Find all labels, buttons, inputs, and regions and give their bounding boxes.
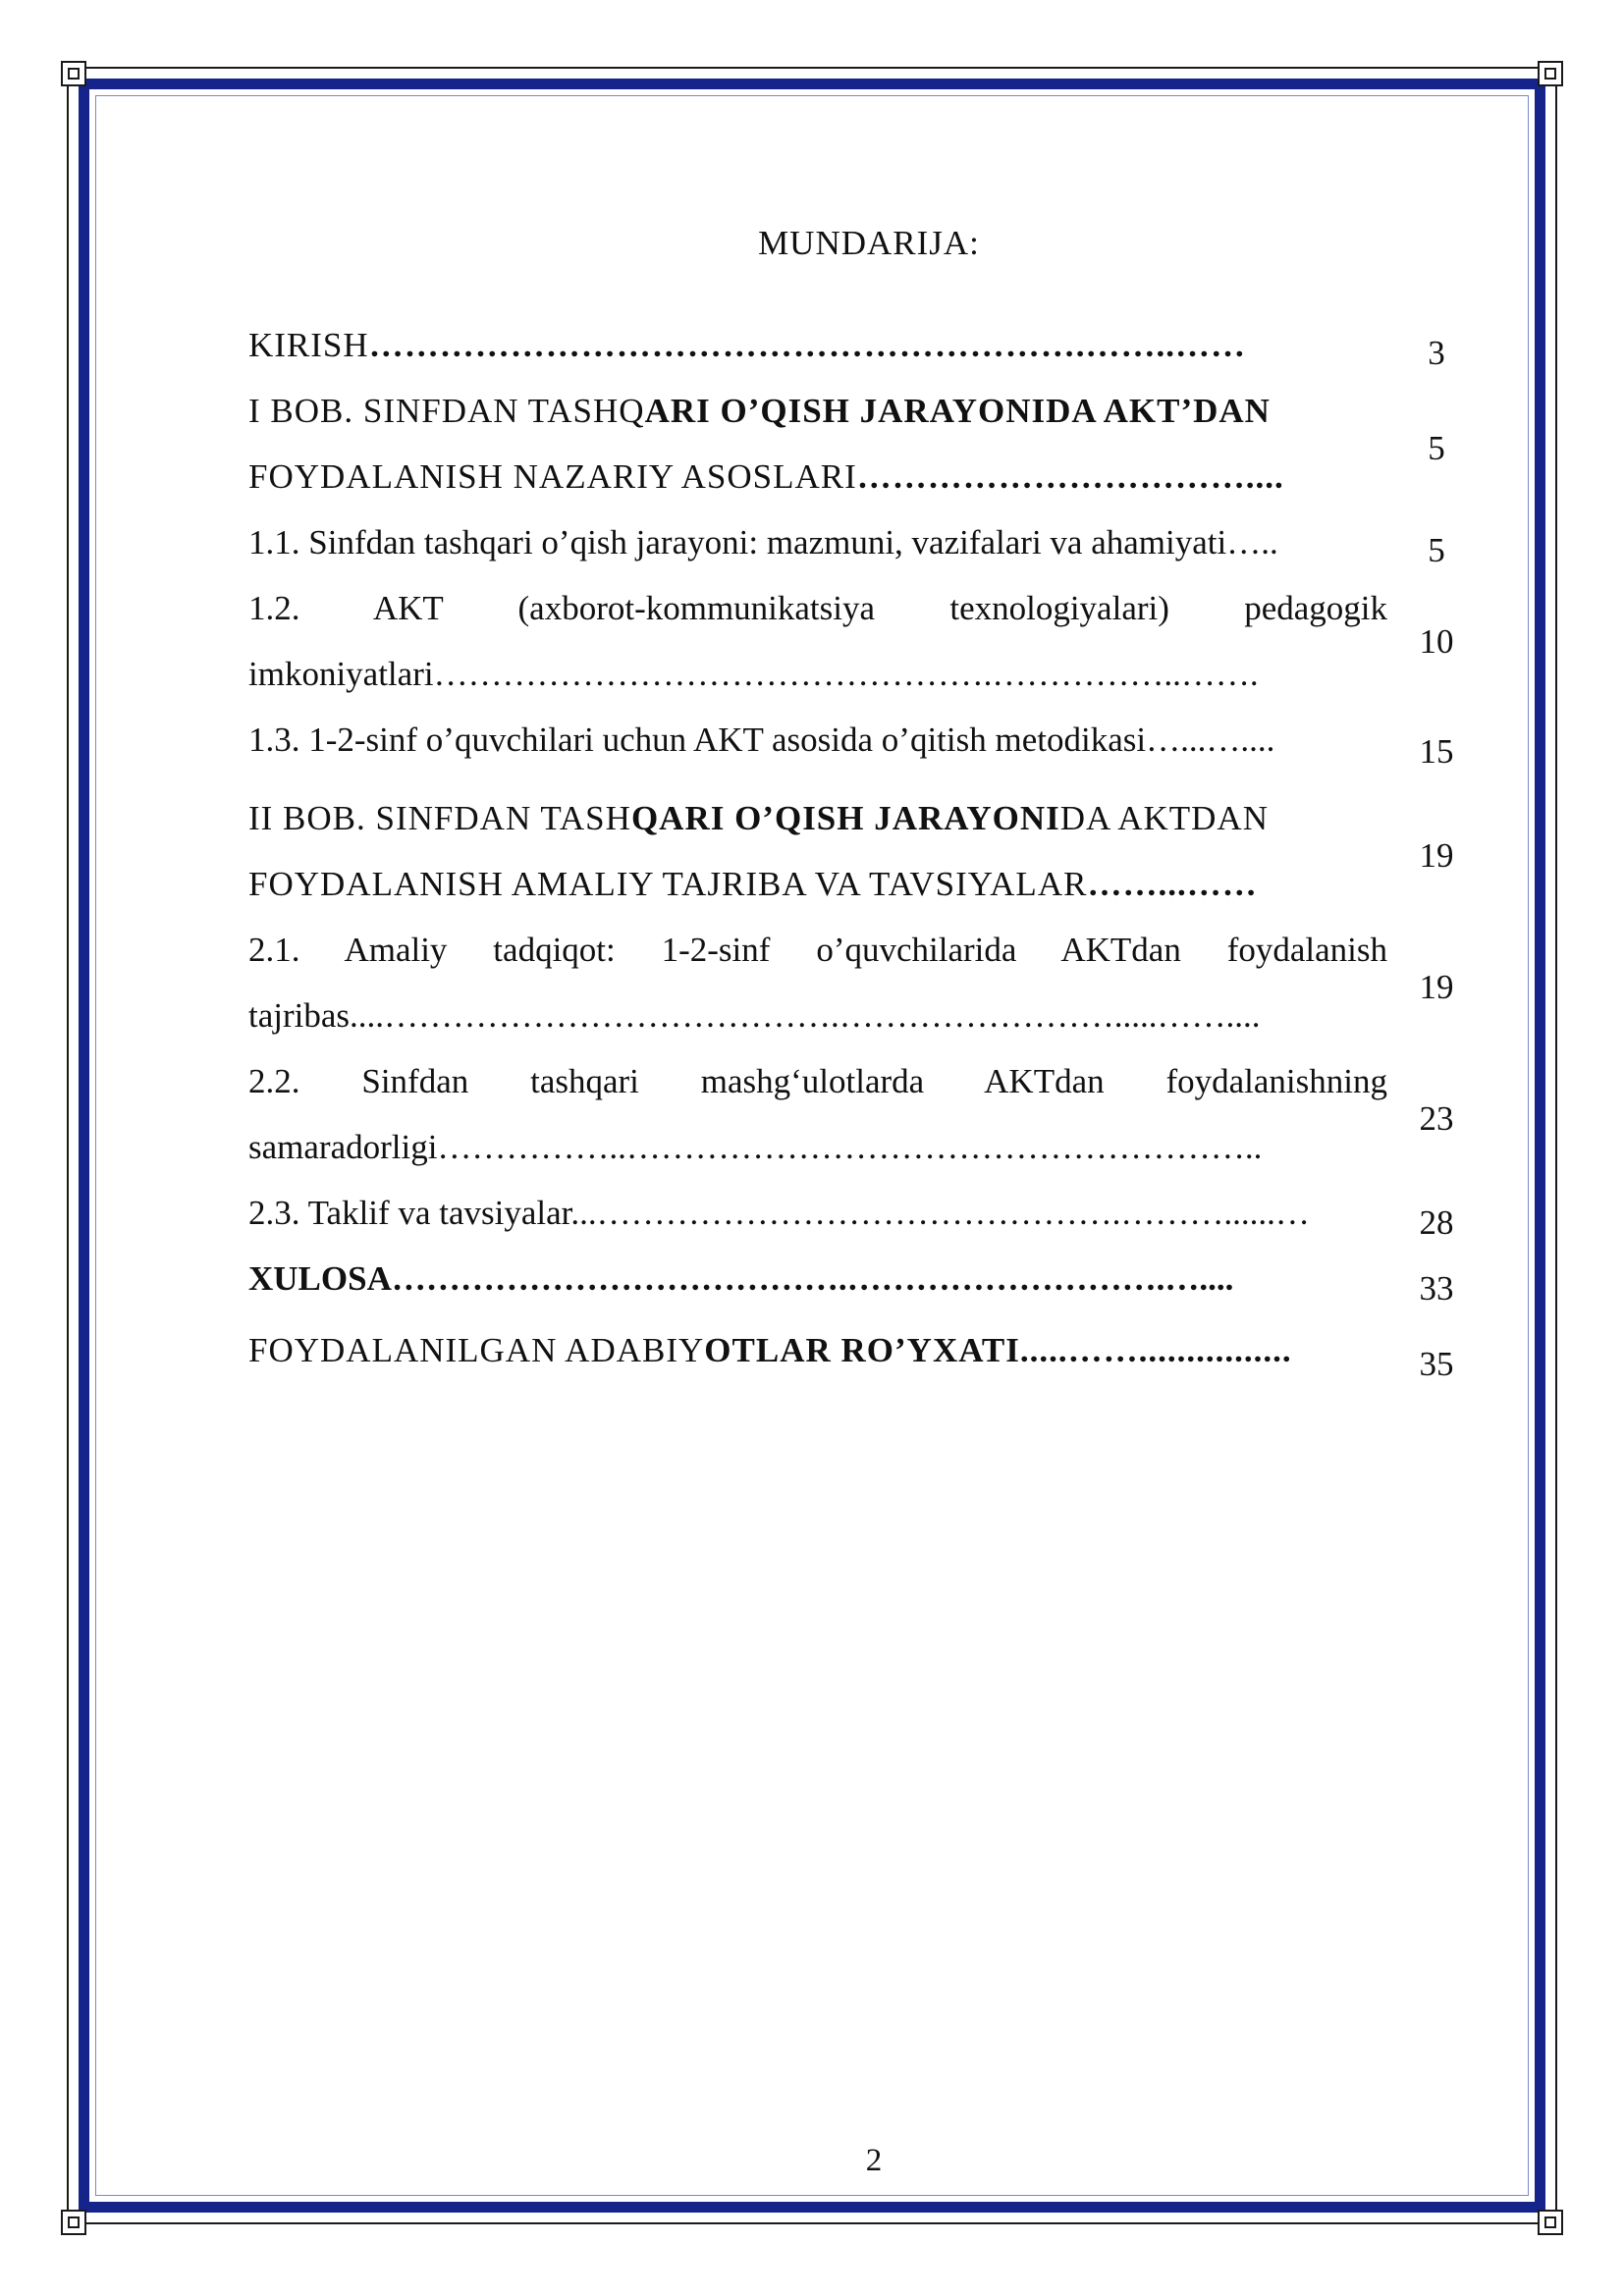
- toc-entry-label: II BOB. SINFDAN TASH: [248, 799, 631, 837]
- toc-page-number: 3: [1428, 334, 1445, 372]
- toc-entry-label: FOYDALANISH AMALIY TAJRIBA VA TAVSIYALAR: [248, 865, 1088, 903]
- toc-page-number: 28: [1419, 1203, 1454, 1242]
- toc-entry-label: I BOB. SINFDAN TASHQ: [248, 392, 645, 430]
- toc-entry-label-bold: OTLAR RO’YXATI.....……................: [704, 1331, 1292, 1369]
- toc-entry-label: 2.2. Sinfdan tashqari mashg‘ulotlarda AKTdan foydalanishning: [248, 1062, 1387, 1100]
- toc-leader-dots: ……...……: [1087, 865, 1258, 903]
- frame-corner-top-left: [61, 61, 86, 86]
- toc-leader-dots: …………………………………………………….……..……: [368, 326, 1246, 364]
- toc-leader-dots: ……………………………....: [856, 457, 1284, 496]
- frame-corner-top-right: [1538, 61, 1563, 86]
- toc-page-number: 33: [1419, 1269, 1454, 1308]
- toc-entry-label: FOYDALANILGAN ADABIY: [248, 1331, 705, 1369]
- toc-title: MUNDARIJA:: [758, 224, 980, 262]
- toc-page-number: 35: [1419, 1345, 1454, 1383]
- toc-entry-label: 2.1. Amaliy tadqiqot: 1-2-sinf o’quvchilarida AKTdan foydalanish: [248, 931, 1387, 969]
- toc-page-number: 15: [1419, 732, 1454, 771]
- toc-entry-label: tajribas....………………………………….…………………….....……....: [248, 996, 1261, 1035]
- toc-page-number: 5: [1428, 531, 1445, 569]
- toc-entry-label: 2.3. Taklif va tavsiyalar...……………………………………….………......…: [248, 1194, 1310, 1232]
- toc-page-number: 10: [1419, 622, 1454, 661]
- toc-entry-label-bold: XULOSA………………………………….……………………….…....: [248, 1259, 1234, 1298]
- toc-entry-label: samaradorligi……………..………………………………………………..: [248, 1128, 1263, 1166]
- toc-entry-label: DA AKTDAN: [1059, 799, 1269, 837]
- page-number: 2: [865, 2143, 883, 2178]
- toc-entry-label: KIRISH: [248, 326, 369, 364]
- frame-corner-bottom-left: [61, 2210, 86, 2235]
- toc-page-number: 23: [1419, 1099, 1454, 1138]
- toc-entry-label: FOYDALANISH NAZARIY ASOSLARI: [248, 457, 857, 496]
- toc-entry-label: 1.3. 1-2-sinf o’quvchilari uchun AKT asosida o’qitish metodikasi…...…....: [248, 721, 1275, 759]
- toc-page-number: 5: [1428, 429, 1445, 467]
- toc-page-number: 19: [1419, 968, 1454, 1006]
- toc-entry-label: 1.1. Sinfdan tashqari o’qish jarayoni: mazmuni, vazifalari va ahamiyati…..: [248, 523, 1278, 561]
- toc-page-number: 19: [1419, 836, 1454, 875]
- frame-corner-bottom-right: [1538, 2210, 1563, 2235]
- toc-entry-label-bold: QARI O’QISH JARAYONI: [630, 799, 1060, 837]
- toc-entry-label-bold: ARI O’QISH JARAYONIDA AKT’DAN: [644, 392, 1271, 430]
- toc-entry-label: 1.2. AKT (axborot-kommunikatsiya texnologiyalari) pedagogik: [248, 589, 1387, 627]
- toc-entry-label: imkoniyatlari………………………………………….……………..…….: [248, 655, 1259, 693]
